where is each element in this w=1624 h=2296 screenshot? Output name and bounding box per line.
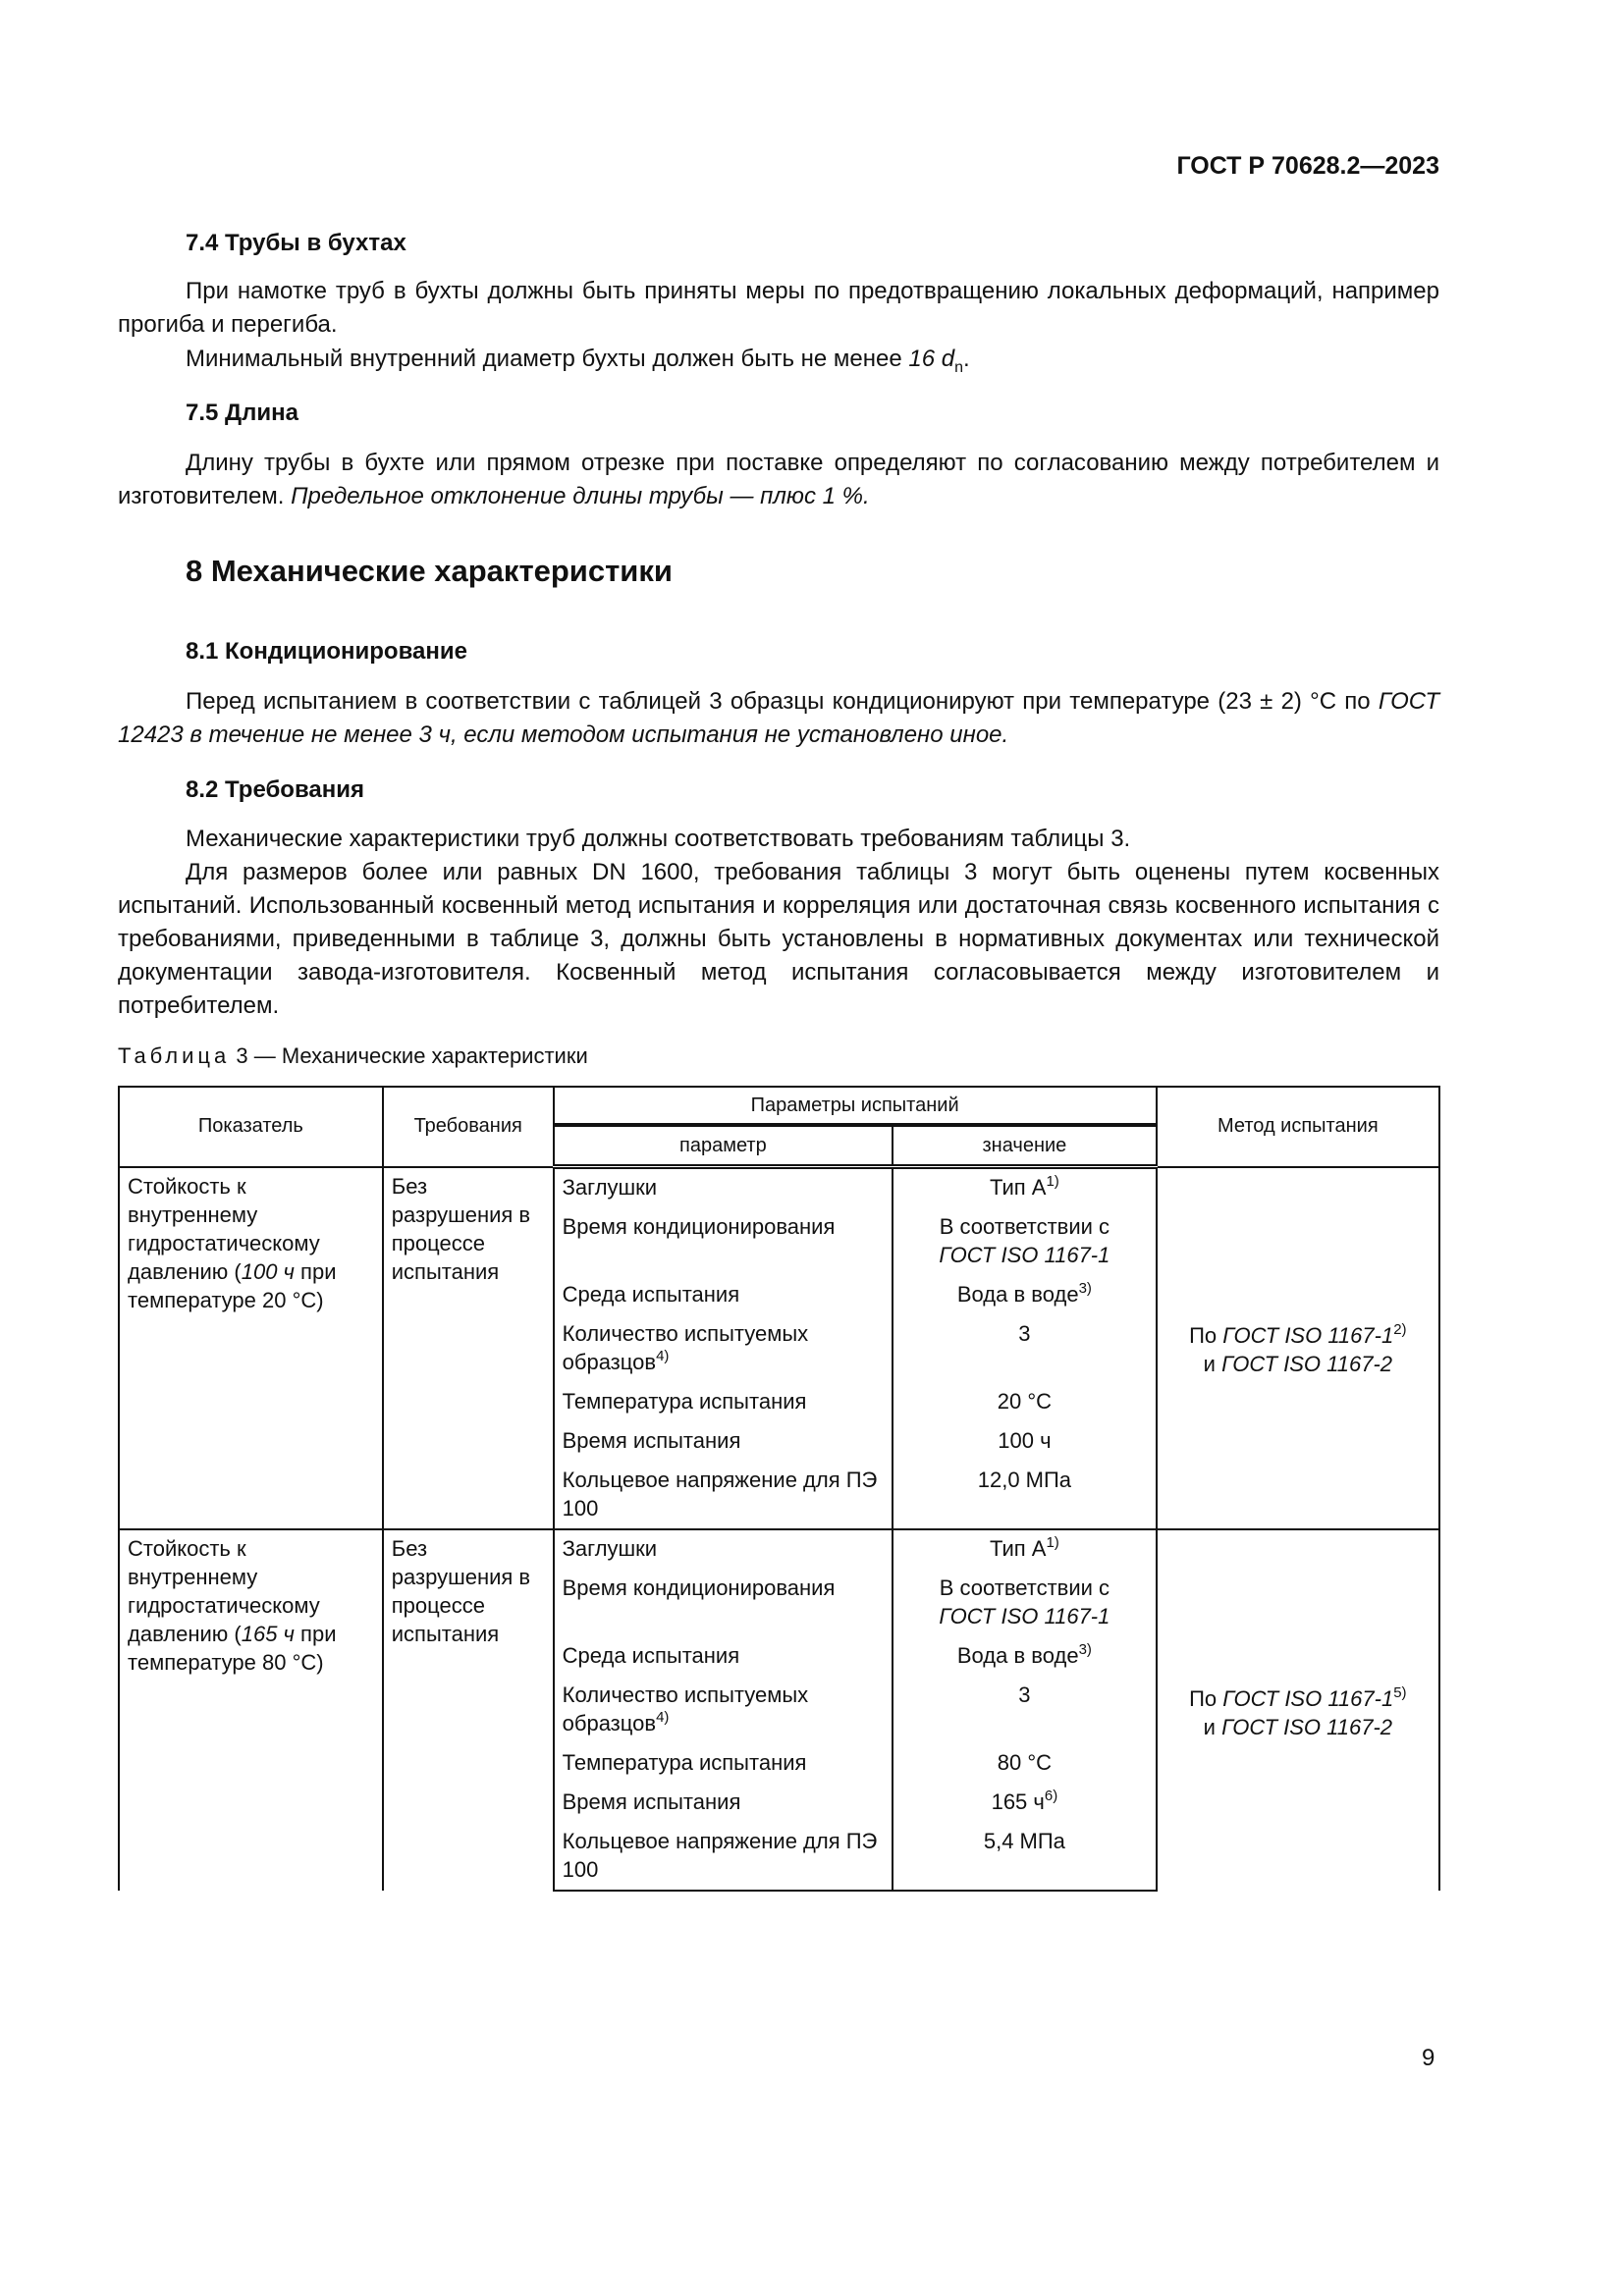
value-cell — [893, 1421, 1157, 1461]
section-8-heading: 8 Механические характеристики — [186, 554, 673, 588]
footnote-ref: 4) — [656, 1348, 670, 1364]
standard-ref: ГОСТ ISO 1167-1 — [939, 1604, 1110, 1629]
value-text: В соответствии с — [939, 1575, 1110, 1600]
section-7-4-paragraph-2 — [118, 343, 1439, 376]
value-cell — [893, 1207, 1157, 1275]
parameter-cell — [554, 1529, 893, 1569]
text: и — [1203, 1714, 1222, 1739]
header-requirements: Требования — [383, 1087, 554, 1167]
text: при температуре 80 °C) — [128, 1622, 337, 1675]
value-cell — [893, 1275, 1157, 1314]
parameter-text: Кольцевое напряжение для ПЭ 100 — [562, 1829, 878, 1882]
table-row — [119, 1529, 1439, 1569]
requirement-cell: Без разрушения в процессе испытания — [383, 1529, 554, 1891]
table-caption — [118, 1043, 588, 1069]
parameter-cell — [554, 1421, 893, 1461]
value-cell — [893, 1167, 1157, 1208]
caption-word: Таблица — [118, 1043, 231, 1068]
value-text: Тип А — [989, 1175, 1047, 1200]
parameter-text: Заглушки — [562, 1536, 658, 1561]
parameter-cell — [554, 1676, 893, 1743]
indicator-cell — [119, 1167, 383, 1530]
value-cell — [893, 1676, 1157, 1743]
italic-text: 165 ч — [241, 1622, 295, 1646]
value-text: 80 °C — [997, 1750, 1053, 1775]
value-text: 12,0 МПа — [977, 1468, 1072, 1492]
section-7-4-paragraph-1: При намотке труб в бухты должны быть приняты меры по предотвращению локальных деформаций, например прогиба и перегиба. — [118, 278, 1439, 338]
footnote-ref: 2) — [1393, 1321, 1407, 1339]
parameter-text: Время кондиционирования — [562, 1214, 836, 1239]
value-cell — [893, 1314, 1157, 1382]
footnote-ref: 6) — [1044, 1788, 1058, 1804]
parameter-cell — [554, 1569, 893, 1636]
footnote-ref: 1) — [1046, 1534, 1059, 1551]
value-text: 3 — [1018, 1321, 1031, 1346]
parameter-cell — [554, 1275, 893, 1314]
standard-ref: ГОСТ ISO 1167-1 — [939, 1243, 1110, 1267]
section-8-2-paragraph-1: Механические характеристики труб должны соответствовать требованиям таблицы 3. — [186, 826, 1131, 852]
section-7-5-heading: 7.5 Длина — [186, 400, 298, 426]
parameter-text: Температура испытания — [562, 1750, 807, 1775]
value-cell — [893, 1783, 1157, 1822]
parameter-text: Время испытания — [562, 1428, 741, 1453]
text: Длину трубы в бухте или прямом отрезке при поставке определяют по согласованию между потребителем и изготовителем. — [118, 450, 1439, 509]
standard-ref: ГОСТ ISO 1167-1 — [1222, 1685, 1394, 1711]
page-number: 9 — [1422, 2045, 1435, 2071]
italic-text: 100 ч — [241, 1258, 295, 1284]
value-cell — [893, 1382, 1157, 1421]
standard-ref: ГОСТ ISO 1167-2 — [1221, 1352, 1392, 1377]
value-cell — [893, 1461, 1157, 1529]
value-text: 100 ч — [998, 1428, 1052, 1453]
value-text: 5,4 МПа — [983, 1829, 1065, 1853]
parameter-cell — [554, 1822, 893, 1891]
value-cell — [893, 1569, 1157, 1636]
text: и — [1203, 1352, 1222, 1377]
section-7-5-paragraph — [118, 447, 1439, 513]
text: Стойкость к внутреннему гидростатическому давлению ( — [128, 1173, 320, 1284]
mechanical-characteristics-table — [118, 1086, 1440, 1892]
method-cell — [1157, 1167, 1439, 1530]
value-text: Тип А — [989, 1536, 1047, 1561]
value-text: Вода в воде — [956, 1282, 1079, 1307]
standard-ref: ГОСТ ISO 1167-2 — [1221, 1714, 1392, 1739]
document-id: ГОСТ Р 70628.2—2023 — [1176, 152, 1439, 180]
value-text: 20 °C — [997, 1389, 1053, 1414]
header-method: Метод испытания — [1157, 1087, 1439, 1167]
value-text: Вода в воде — [956, 1643, 1079, 1668]
section-8-1-paragraph — [118, 685, 1439, 752]
parameter-cell — [554, 1461, 893, 1529]
section-8-1-heading: 8.1 Кондиционирование — [186, 638, 467, 665]
parameter-text: Время испытания — [562, 1789, 741, 1814]
section-8-2-paragraph-2: Для размеров более или равных DN 1600, требования таблицы 3 могут быть оценены путем косвенных испытаний. Использованный косвенный метод испытания и корреляция или достаточная связь косвенного испытания с требованиями, приведенными в таблице 3, должны быть установлены в нормативных документах или технической документации завода-изготовителя. Косвенный метод испытания согласовывается между изготовителем и потребителем. — [118, 859, 1439, 1019]
text: при температуре 20 °C) — [128, 1258, 337, 1312]
value-cell — [893, 1636, 1157, 1676]
header-indicator: Показатель — [119, 1087, 383, 1167]
value-cell — [893, 1822, 1157, 1891]
parameter-cell — [554, 1783, 893, 1822]
parameter-text: Время кондиционирования — [562, 1575, 836, 1600]
section-7-4-heading: 7.4 Трубы в бухтах — [186, 230, 406, 256]
parameter-text: Среда испытания — [562, 1282, 740, 1307]
italic-text: Предельное отклонение длины трубы — плюс 1 %. — [291, 483, 870, 509]
text: . — [963, 346, 970, 372]
section-8-2-heading: 8.2 Требования — [186, 776, 364, 803]
footnote-ref: 5) — [1393, 1683, 1407, 1701]
value-cell — [893, 1529, 1157, 1569]
text: По — [1189, 1685, 1223, 1711]
value-text: В соответствии с — [939, 1214, 1110, 1239]
subscript: n — [954, 359, 964, 376]
standard-ref: ГОСТ ISO 1167-1 — [1222, 1323, 1394, 1349]
diameter-value: 16 d — [908, 346, 955, 372]
table-body — [119, 1167, 1439, 1892]
value-cell — [893, 1743, 1157, 1783]
footnote-ref: 4) — [656, 1709, 670, 1726]
footnote-ref: 1) — [1046, 1173, 1059, 1190]
header-parameter: параметр — [554, 1125, 893, 1167]
italic-text: ГОСТ 12423 в течение не менее 3 ч, если методом испытания не установлено иное. — [118, 688, 1439, 748]
text: По — [1189, 1323, 1223, 1349]
text: Стойкость к внутреннему гидростатическому давлению ( — [128, 1536, 320, 1646]
parameter-text: Температура испытания — [562, 1389, 807, 1414]
value-text: 3 — [1018, 1682, 1031, 1707]
caption-text: 3 — Механические характеристики — [230, 1043, 588, 1068]
header-test-parameters: Параметры испытаний — [554, 1087, 1157, 1125]
footnote-ref: 3) — [1078, 1641, 1092, 1658]
parameter-text: Заглушки — [562, 1175, 658, 1200]
parameter-cell — [554, 1207, 893, 1275]
table-row — [119, 1167, 1439, 1208]
footnote-ref: 3) — [1078, 1280, 1092, 1297]
requirement-cell: Без разрушения в процессе испытания — [383, 1167, 554, 1530]
parameter-cell — [554, 1167, 893, 1208]
header-value: значение — [893, 1125, 1157, 1167]
text: Перед испытанием в соответствии с таблицей 3 образцы кондиционируют при температуре (23 ± 2) °C по — [186, 688, 1379, 715]
method-cell — [1157, 1529, 1439, 1891]
parameter-text: Среда испытания — [562, 1643, 740, 1668]
parameter-text: Количество испытуемых образцов — [562, 1682, 809, 1735]
parameter-text: Кольцевое напряжение для ПЭ 100 — [562, 1468, 878, 1521]
value-text: 165 ч — [991, 1789, 1045, 1814]
indicator-cell — [119, 1529, 383, 1891]
parameter-cell — [554, 1743, 893, 1783]
parameter-cell — [554, 1636, 893, 1676]
text: Минимальный внутренний диаметр бухты должен быть не менее — [186, 346, 909, 372]
parameter-text: Количество испытуемых образцов — [562, 1321, 809, 1374]
parameter-cell — [554, 1382, 893, 1421]
parameter-cell — [554, 1314, 893, 1382]
